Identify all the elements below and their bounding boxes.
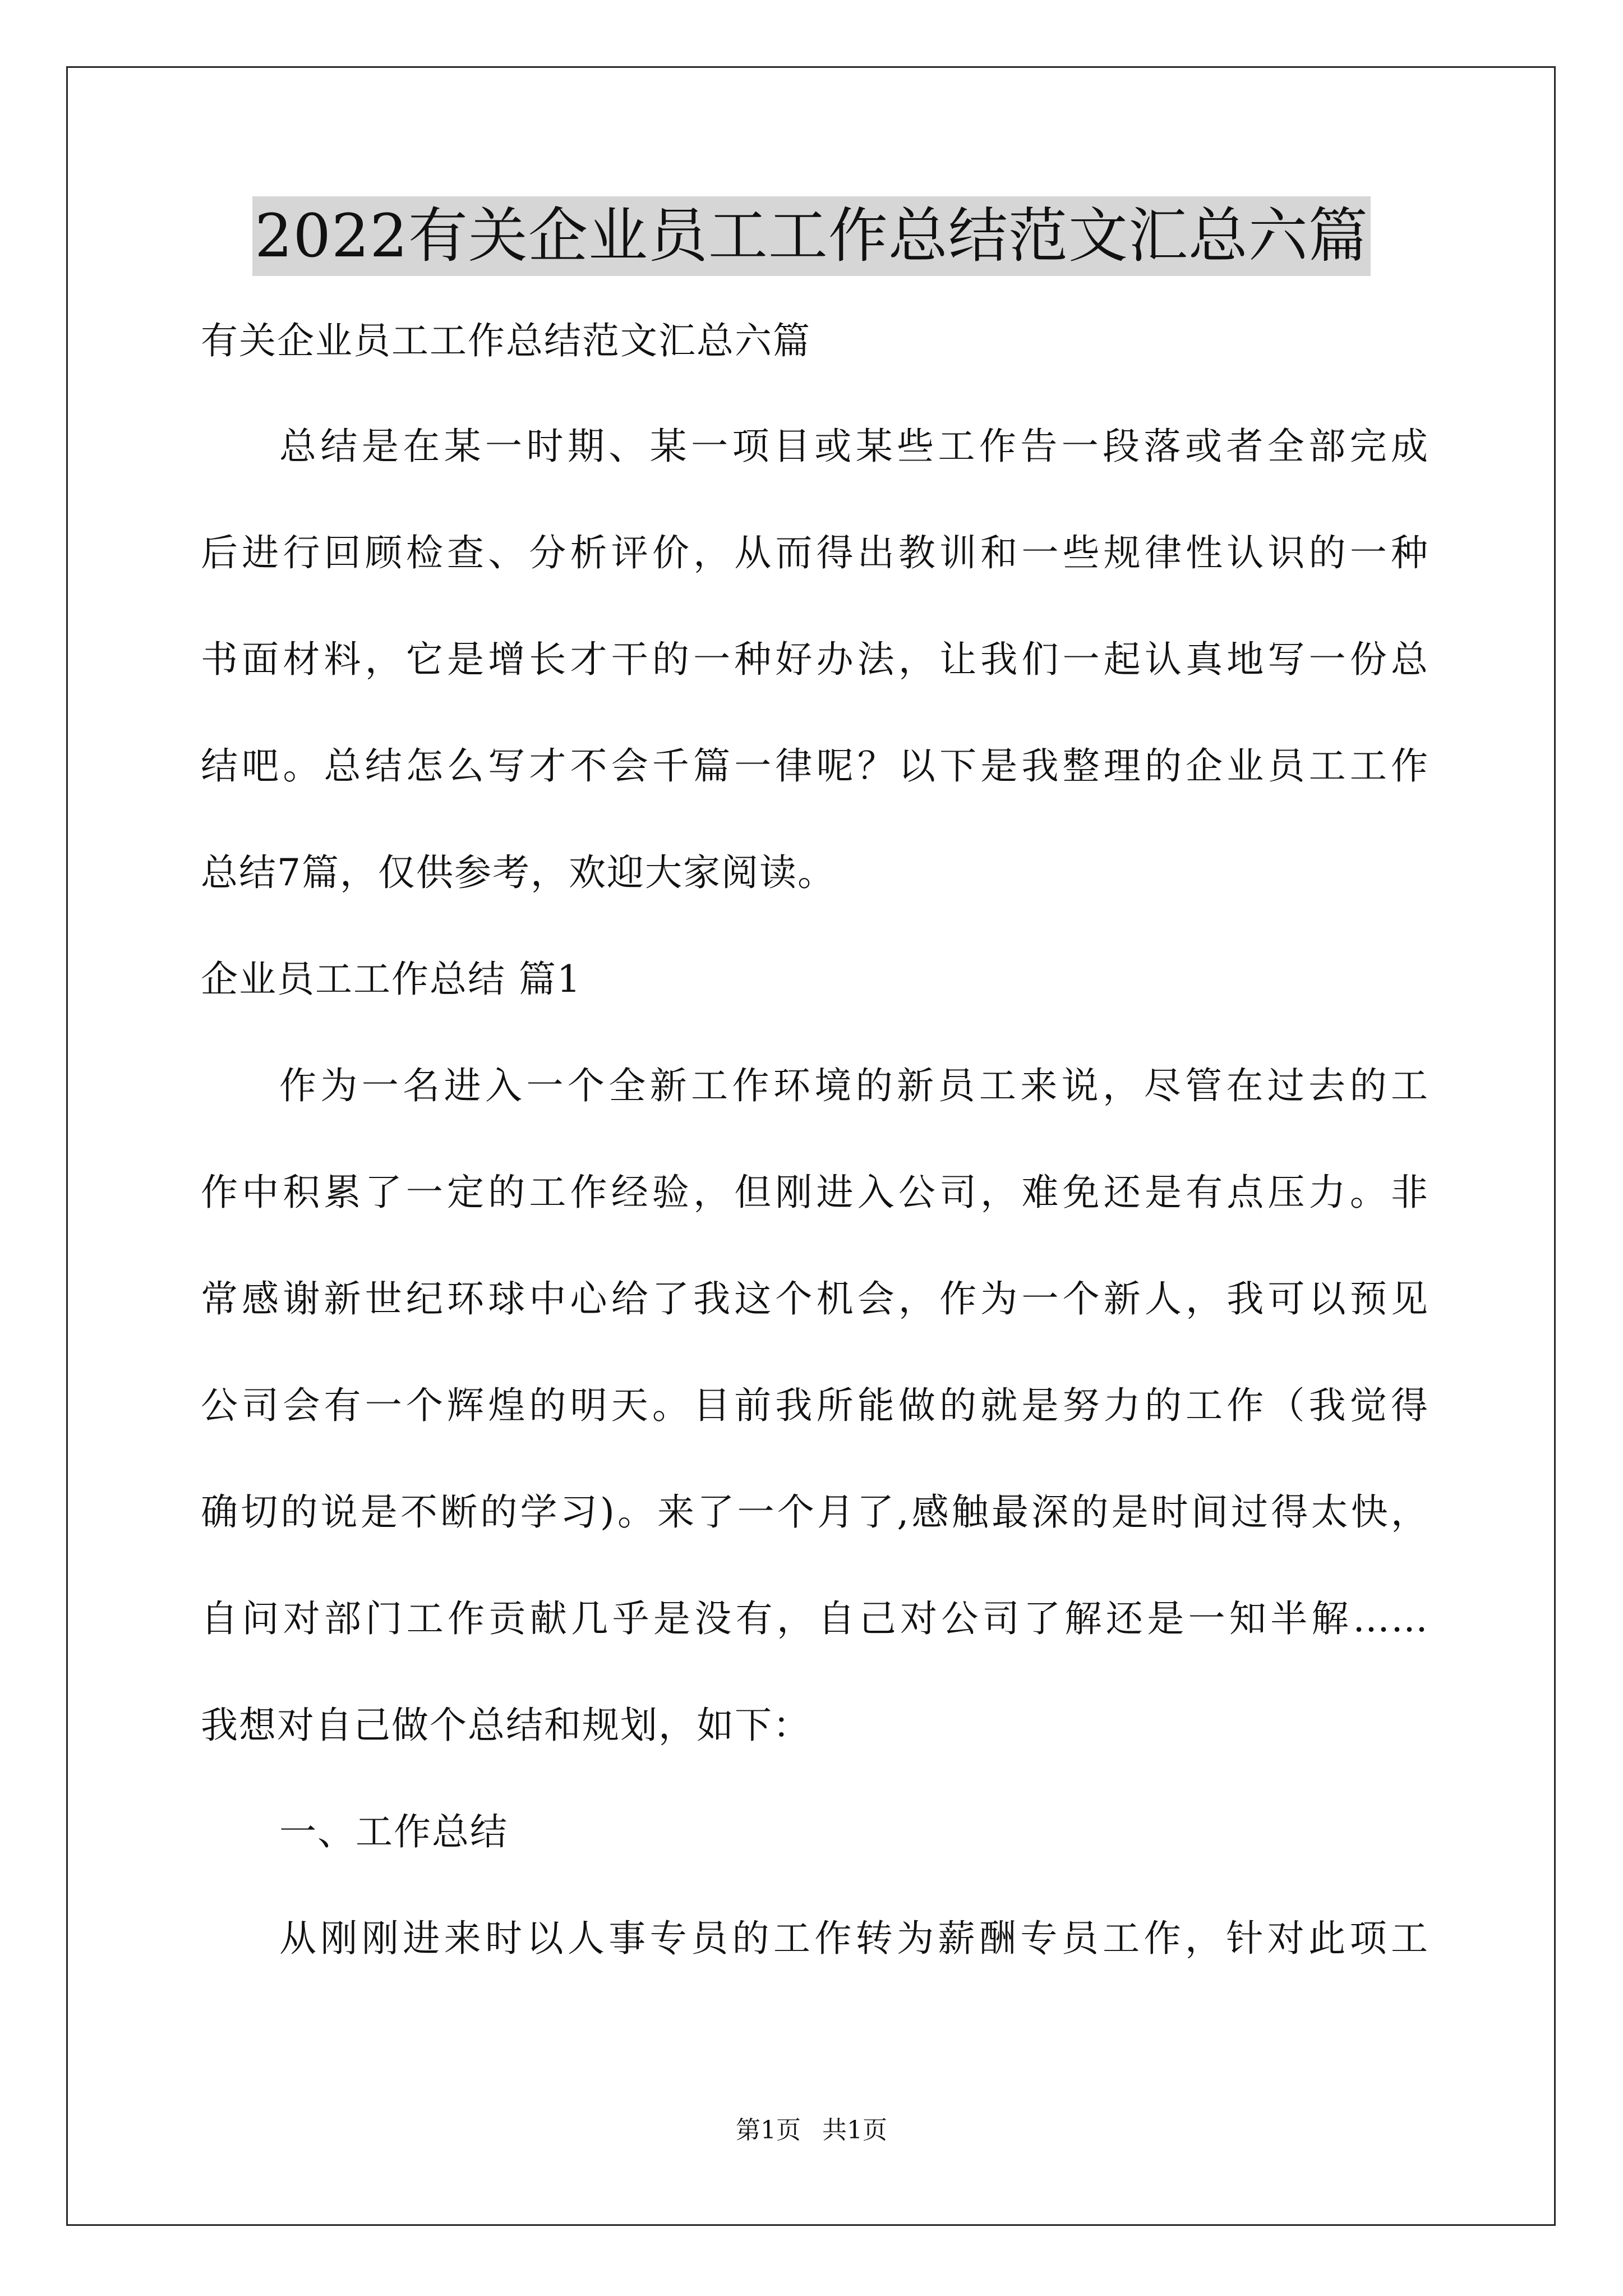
page-footer: [0, 2114, 1623, 2147]
section-line: 自问对部门工作贡献几乎是没有，自己对公司了解还是一知半解……: [201, 1597, 1429, 1640]
body-line: 从刚刚进来时以人事专员的工作转为薪酬专员工作，针对此项工: [279, 1917, 1429, 1960]
section-line: 我想对自己做个总结和规划，如下：: [201, 1704, 811, 1747]
intro-line: 总结7篇，仅供参考，欢迎大家阅读。: [201, 851, 836, 894]
subheading: 一、工作总结: [279, 1810, 508, 1853]
document-subtitle: 有关企业员工工作总结范文汇总六篇: [201, 319, 811, 362]
intro-line: 结吧。总结怎么写才不会千篇一律呢？以下是我整理的企业员工工作: [201, 744, 1429, 788]
title-container: [0, 196, 1623, 276]
page-total: 共1页: [822, 2116, 887, 2145]
page-number: 第1页: [736, 2116, 801, 2145]
section-line: 作为一名进入一个全新工作环境的新员工来说，尽管在过去的工: [279, 1064, 1429, 1107]
section-line: 常感谢新世纪环球中心给了我这个机会，作为一个新人，我可以预见: [201, 1277, 1429, 1320]
intro-line: 总结是在某一时期、某一项目或某些工作告一段落或者全部完成: [279, 425, 1429, 468]
document-body: [201, 313, 1429, 1967]
section-line: 公司会有一个辉煌的明天。目前我所能做的就是努力的工作（我觉得: [201, 1384, 1429, 1427]
document-title: 2022有关企业员工工作总结范文汇总六篇: [252, 196, 1371, 276]
intro-line: 后进行回顾检查、分析评价，从而得出教训和一些规律性认识的一种: [201, 531, 1429, 574]
section-line: 确切的说是不断的学习)。来了一个月了,感触最深的是时间过得太快，: [201, 1490, 1429, 1534]
section-heading: 企业员工工作总结 篇1: [201, 958, 582, 1001]
section-line: 作中积累了一定的工作经验，但刚进入公司，难免还是有点压力。非: [201, 1171, 1429, 1214]
intro-line: 书面材料，它是增长才干的一种好办法，让我们一起认真地写一份总: [201, 638, 1429, 681]
